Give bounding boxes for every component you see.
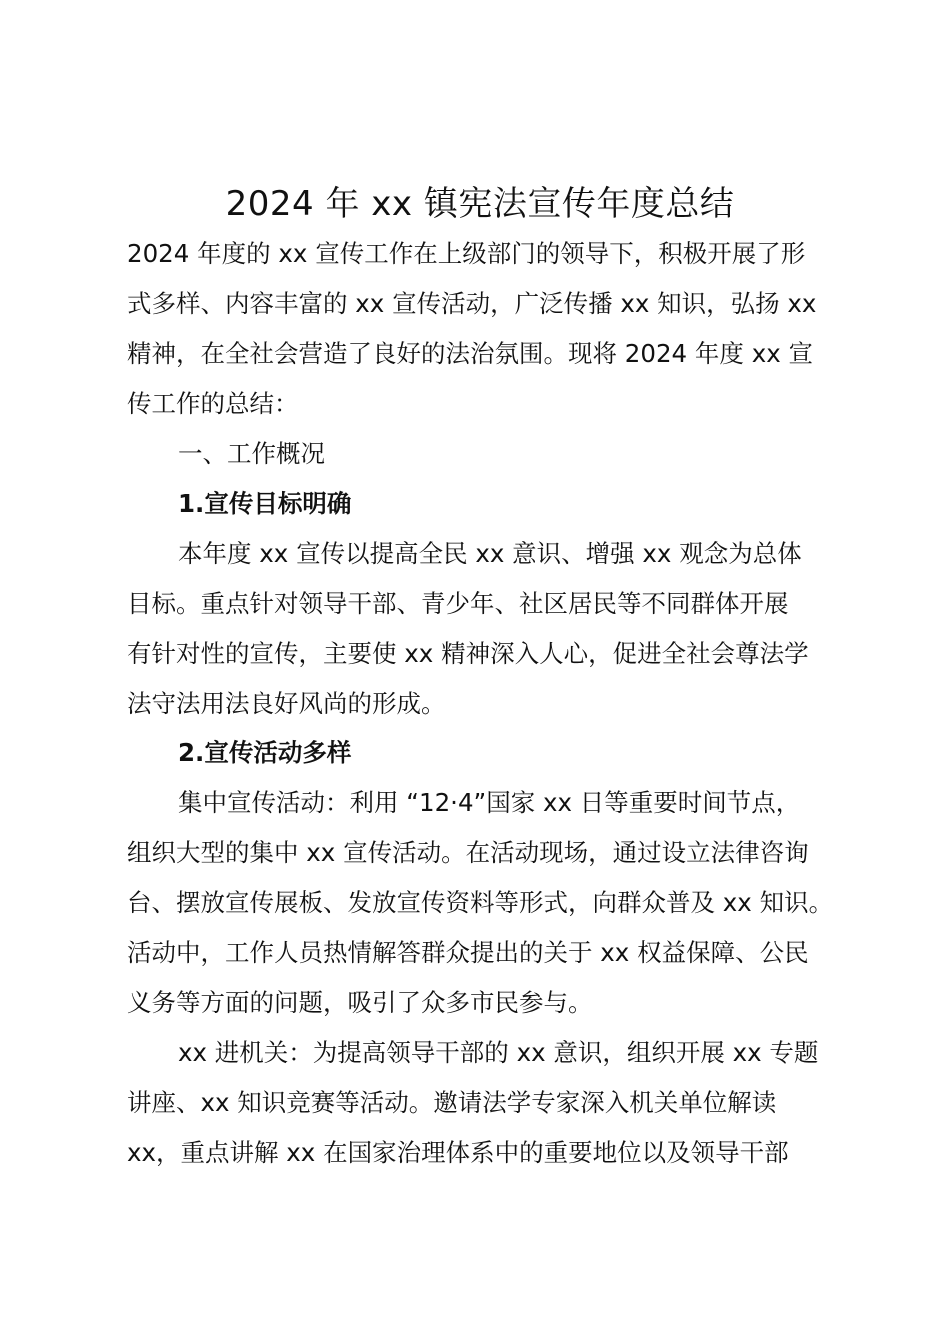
paragraph-3-line-1: xx 进机关：为提高领导干部的 xx 意识，组织开展 xx 专题 xyxy=(178,1038,819,1067)
paragraph-1-line-4: 法守法用法良好风尚的形成。 xyxy=(127,689,446,718)
document-title: 2024 年 xx 镇宪法宣传年度总结 xyxy=(225,184,735,224)
intro-line-4: 传工作的总结： xyxy=(127,389,299,418)
paragraph-3-line-2: 讲座、xx 知识竞赛等活动。邀请法学专家深入机关单位解读 xyxy=(127,1088,777,1117)
intro-line-3: 精神，在全社会营造了良好的法治氛围。现将 2024 年度 xx 宣 xyxy=(127,339,813,368)
intro-line-1: 2024 年度的 xx 宣传工作在上级部门的领导下，积极开展了形 xyxy=(127,239,806,268)
intro-line-2: 式多样、内容丰富的 xx 宣传活动，广泛传播 xx 知识，弘扬 xx xyxy=(127,289,817,318)
paragraph-2-line-5: 义务等方面的问题，吸引了众多市民参与。 xyxy=(127,988,593,1017)
paragraph-1-line-1: 本年度 xx 宣传以提高全民 xx 意识、增强 xx 观念为总体 xyxy=(178,539,802,568)
paragraph-2-line-3: 台、摆放宣传展板、发放宣传资料等形式，向群众普及 xx 知识。 xyxy=(127,888,834,917)
section-heading-1: 一、工作概况 xyxy=(178,439,325,468)
paragraph-2-line-2: 组织大型的集中 xx 宣传活动。在活动现场，通过设立法律咨询 xyxy=(127,838,809,867)
paragraph-1-line-3: 有针对性的宣传，主要使 xx 精神深入人心，促进全社会尊法学 xyxy=(127,639,809,668)
paragraph-1-line-2: 目标。重点针对领导干部、青少年、社区居民等不同群体开展 xyxy=(127,589,789,618)
paragraph-2-line-4: 活动中，工作人员热情解答群众提出的关于 xx 权益保障、公民 xyxy=(127,938,809,967)
subheading-1: 1.宣传目标明确 xyxy=(178,489,352,518)
subheading-2: 2.宣传活动多样 xyxy=(178,738,352,767)
paragraph-3-line-3: xx，重点讲解 xx 在国家治理体系中的重要地位以及领导干部 xyxy=(127,1138,789,1167)
paragraph-2-line-1: 集中宣传活动：利用 “12·4”国家 xx 日等重要时间节点， xyxy=(178,788,801,817)
